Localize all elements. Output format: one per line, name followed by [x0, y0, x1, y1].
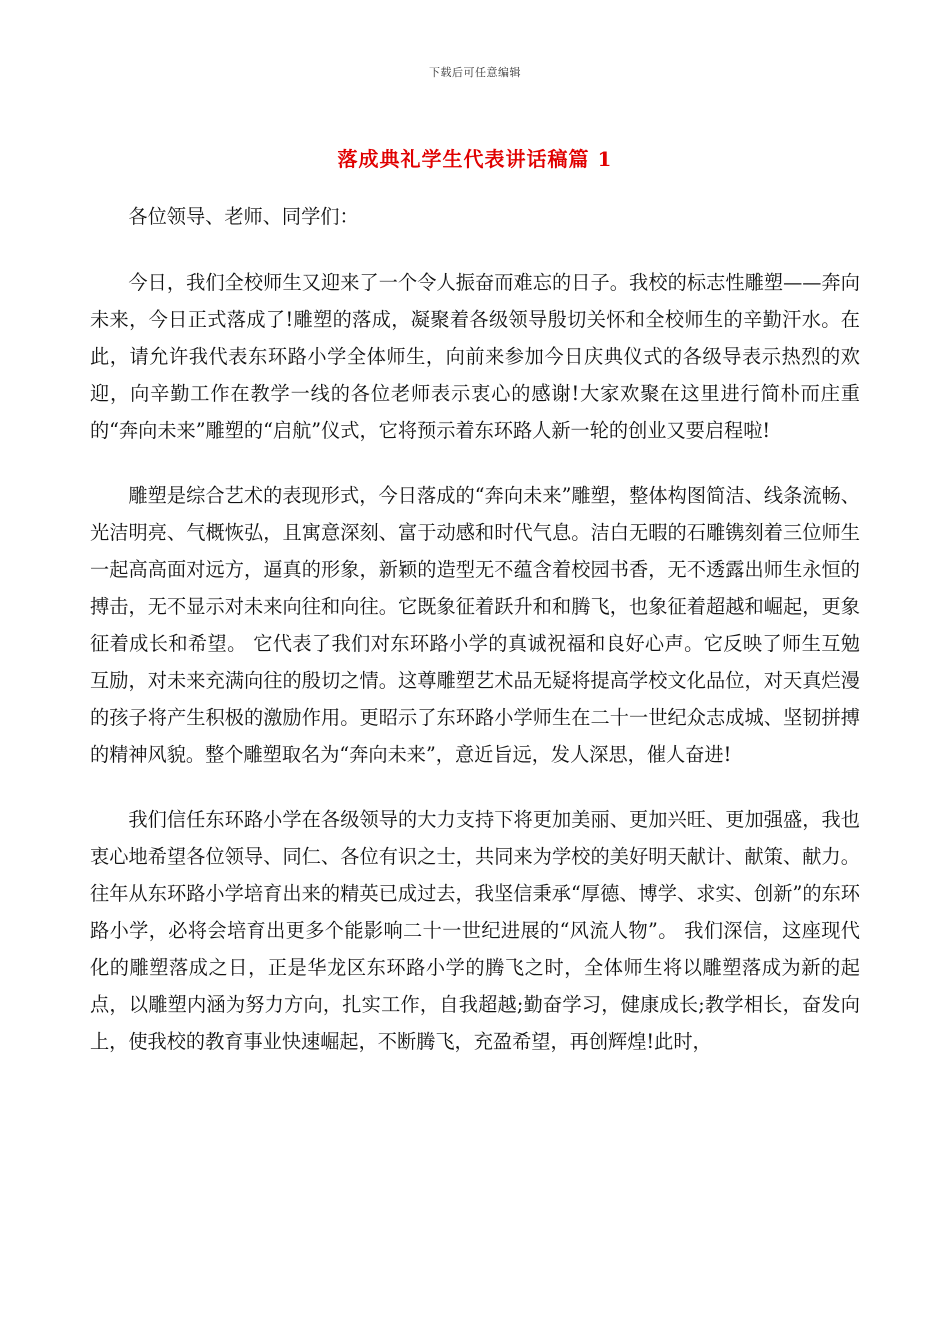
salutation: 各位领导、老师、同学们：: [128, 205, 359, 228]
paragraph-2: 雕塑是综合艺术的表现形式，今日落成的“奔向未来”雕塑，整体构图简洁、线条流畅、光洁明亮、气概恢弘，且寓意深刻、富于动感和时代气息。洁白无暇的石雕镌刻着三位师生一起高高面对远方，逼真的形象，新颖的造型无不蕴含着校园书香，无不透露出师生永恒的搏击，无不显示对未来向往和向往。它既象征着跃升和和腾飞，也象征着超越和崛起，更象征着成长和希望。 它代表了我们对东环路小学的真诚祝福和良好心声。它反映了师生互勉互励，对未来充满向往的殷切之情。这尊雕塑艺术品无疑将提高学校文化品位，对天真烂漫的孩子将产生积极的激励作用。更昭示了东环路小学师生在二十一世纪众志成城、坚韧拼搏的精神风貌。整个雕塑取名为“奔向未来”，意近旨远，发人深思，催人奋进!: [90, 484, 860, 766]
document-title: 落成典礼学生代表讲话稿篇 1: [337, 147, 613, 171]
paragraph-1: 今日，我们全校师生又迎来了一个令人振奋而难忘的日子。我校的标志性雕塑——奔向未来，今日正式落成了!雕塑的落成，凝聚着各级领导殷切关怀和全校师生的辛勤汗水。在此，请允许我代表东环路小学全体师生，向前来参加今日庆典仪式的各级导表示热烈的欢迎，向辛勤工作在教学一线的各位老师表示衷心的感谢!大家欢聚在这里进行简朴而庄重的“奔向未来”雕塑的“启航”仪式，它将预示着东环路人新一轮的创业又要启程啦!: [90, 271, 860, 442]
paragraph-3: 我们信任东环路小学在各级领导的大力支持下将更加美丽、更加兴旺、更加强盛，我也衷心地希望各位领导、同仁、各位有识之士，共同来为学校的美好明天献计、献策、献力。 往年从东环路小学培育出来的精英已成过去，我坚信秉承“厚德、博学、求实、创新”的东环路小学，必将会培育出更多个能影响二十一世纪进展的“风流人物”。 我们深信，这座现代化的雕塑落成之日，正是华龙区东环路小学的腾飞之时，全体师生将以雕塑落成为新的起点，以雕塑内涵为努力方向，扎实工作，自我超越;勤奋学习，健康成长;教学相长，奋发向上，使我校的教育事业快速崛起，不断腾飞，充盈希望，再创辉煌!此时，: [90, 808, 860, 1053]
document-body: [90, 198, 860, 1088]
header-note: 下载后可任意编辑: [429, 66, 521, 79]
